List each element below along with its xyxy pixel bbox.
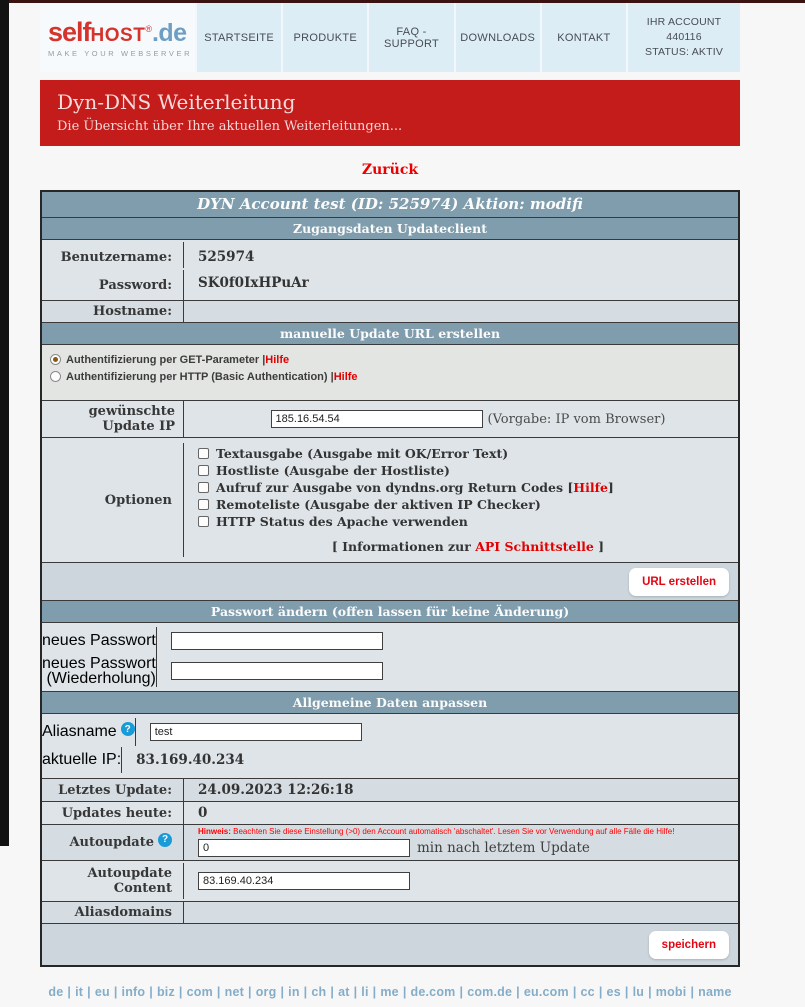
hostname-label: Hostname:: [42, 301, 184, 322]
radio-get-selected[interactable]: [50, 354, 61, 365]
tld-separator: |: [113, 985, 118, 999]
section-zugangsdaten-bar: Zugangsdaten Updateclient: [42, 218, 738, 240]
autoupdate-content-input[interactable]: [198, 872, 410, 890]
registered-mark-icon: ®: [145, 24, 152, 34]
row-url-button: [42, 563, 738, 601]
nav-item-faq-support[interactable]: FAQ - SUPPORT: [367, 3, 453, 72]
footer-tld-at[interactable]: at: [338, 985, 350, 999]
tld-separator: |: [402, 985, 407, 999]
tld-separator: |: [690, 985, 695, 999]
account-status[interactable]: [626, 3, 740, 72]
logo-tagline: MAKE YOUR WEBSERVER: [48, 49, 193, 58]
tld-separator: |: [624, 985, 629, 999]
window-top-edge: [0, 0, 805, 3]
option-remoteliste: [198, 496, 738, 513]
form-title-bar: DYN Account test (ID: 525974) Aktion: modifi: [42, 192, 738, 218]
section-update-url-bar: manuelle Update URL erstellen: [42, 323, 738, 345]
aliasname-help-icon[interactable]: ?: [121, 722, 135, 736]
row-update-ip: [42, 401, 738, 438]
logo-de: .de: [151, 19, 187, 47]
back-row: [40, 161, 740, 179]
checkbox-httpstatus[interactable]: [198, 516, 209, 527]
tld-separator: |: [216, 985, 221, 999]
tld-separator: |: [372, 985, 377, 999]
footer-tld-ch[interactable]: ch: [311, 985, 327, 999]
letztes-update-label: Letztes Update:: [42, 779, 184, 801]
footer-tld-eu[interactable]: eu: [94, 985, 110, 999]
tld-separator: |: [572, 985, 577, 999]
back-link[interactable]: Zurück: [361, 162, 419, 178]
row-passwort-aendern: [42, 623, 738, 692]
footer-tld-li[interactable]: li: [361, 985, 369, 999]
account-label: IHR ACCOUNT: [646, 16, 722, 28]
footer-tld-biz[interactable]: biz: [156, 985, 175, 999]
page-subtitle: Die Übersicht über Ihre aktuellen Weiterleitungen...: [57, 119, 403, 134]
tld-separator: |: [67, 985, 72, 999]
password-line: [42, 270, 738, 296]
updates-heute-label: Updates heute:: [42, 802, 184, 824]
option-returncodes: [198, 479, 738, 496]
footer-tld-org[interactable]: org: [255, 985, 277, 999]
account-number: 440116: [666, 31, 702, 43]
footer-tld-mobi[interactable]: mobi: [655, 985, 687, 999]
window-left-edge: [0, 0, 9, 846]
tld-separator: |: [598, 985, 603, 999]
checkbox-returncodes[interactable]: [198, 482, 209, 493]
aktuelle-ip-line: [42, 746, 738, 774]
footer-tld-in[interactable]: in: [288, 985, 300, 999]
tld-separator: |: [247, 985, 252, 999]
neues-passwort-line: [42, 627, 738, 655]
speichern-button[interactable]: speichern: [649, 931, 729, 959]
tld-separator: |: [459, 985, 464, 999]
option-returncodes-tail: ]: [607, 480, 614, 495]
update-ip-input[interactable]: [271, 410, 483, 428]
row-credentials: [42, 240, 738, 301]
nav-item-produkte[interactable]: PRODUKTE: [281, 3, 367, 72]
aliasname-input[interactable]: [150, 723, 362, 741]
section-allgemein-bar: Allgemeine Daten anpassen: [42, 692, 738, 714]
update-ip-hint: (Vorgabe: IP vom Browser): [487, 411, 666, 427]
option-returncodes-hilfe-link[interactable]: Hilfe: [573, 480, 608, 495]
page-banner: [40, 80, 740, 146]
row-letztes-update: [42, 779, 738, 802]
footer-tld-links: [40, 985, 740, 1007]
api-schnittstelle-link[interactable]: API Schnittstelle: [475, 539, 594, 554]
footer-tld-name[interactable]: name: [698, 985, 732, 999]
option-hostliste: [198, 462, 738, 479]
tld-separator: |: [87, 985, 91, 999]
updates-heute-value: 0: [198, 805, 208, 821]
passwort-wiederholung-input[interactable]: [171, 662, 383, 680]
auth-get-option: [50, 352, 730, 367]
checkbox-hostliste[interactable]: [198, 465, 209, 476]
logo[interactable]: [40, 3, 195, 72]
autoupdate-help-icon[interactable]: ?: [158, 833, 172, 847]
password-label: Password:: [42, 270, 184, 300]
benutzername-value: 525974: [198, 249, 255, 265]
footer-tld-me[interactable]: me: [380, 985, 399, 999]
footer-tld-info[interactable]: info: [121, 985, 146, 999]
tld-separator: |: [149, 985, 153, 999]
footer-tld-de[interactable]: de: [48, 985, 64, 999]
aliasname-label-wrap: [42, 718, 136, 746]
logo-wordmark: [48, 17, 195, 48]
row-updates-heute: [42, 802, 738, 825]
option-remoteliste-label: Remoteliste (Ausgabe der aktiven IP Checker): [216, 497, 541, 512]
auth-get-label: Authentifizierung per GET-Parameter |: [66, 353, 266, 366]
auth-http-option: [50, 369, 730, 384]
auth-http-label: Authentifizierung per HTTP (Basic Authentication) |: [66, 370, 334, 383]
footer-tld-de.com[interactable]: de.com: [410, 985, 456, 999]
aliasname-label: Aliasname: [42, 723, 117, 740]
row-hostname: [42, 301, 738, 323]
autoupdate-input-line: [198, 839, 738, 857]
footer-tld-net[interactable]: net: [224, 985, 244, 999]
row-speichern: [42, 924, 738, 965]
autoupdate-label-wrap: [42, 825, 184, 860]
section-passwort-bar: Passwort ändern (offen lassen für keine Änderung): [42, 601, 738, 623]
row-autoupdate-content: [42, 861, 738, 902]
row-autoupdate: [42, 825, 738, 861]
option-returncodes-label: Aufruf zur Ausgabe von dyndns.org Return Codes [: [216, 480, 574, 495]
option-textausgabe: [198, 445, 738, 462]
neues-passwort-label: neues Passwort: [42, 627, 157, 655]
page-title: Dyn-DNS Weiterleitung: [57, 90, 296, 114]
aliasdomains-label: Aliasdomains: [42, 902, 184, 923]
row-optionen: [42, 438, 738, 563]
option-hostliste-label: Hostliste (Ausgabe der Hostliste): [216, 463, 450, 478]
passwort-wiederholung-line: [42, 655, 738, 687]
checkbox-textausgabe[interactable]: [198, 448, 209, 459]
autoupdate-label: Autoupdate: [69, 835, 154, 850]
aktuelle-ip-value: 83.169.40.234: [136, 752, 245, 768]
tld-separator: |: [178, 985, 183, 999]
api-info-prefix: [ Informationen zur: [331, 539, 476, 554]
site-header: [40, 3, 740, 72]
tld-separator: |: [516, 985, 520, 999]
nav-item-kontakt[interactable]: KONTAKT: [540, 3, 626, 72]
footer-tld-eu.com[interactable]: eu.com: [523, 985, 569, 999]
nav-item-downloads[interactable]: DOWNLOADS: [454, 3, 540, 72]
option-textausgabe-label: Textausgabe (Ausgabe mit OK/Error Text): [216, 446, 509, 461]
tld-separator: |: [280, 985, 285, 999]
logo-self: self: [48, 17, 91, 47]
benutzername-label: Benutzername:: [42, 242, 184, 268]
auth-http-hilfe-link[interactable]: Hilfe: [333, 370, 358, 383]
logo-host: HOST: [90, 25, 146, 46]
auth-get-hilfe-link[interactable]: Hilfe: [265, 353, 290, 366]
autoupdate-content-label: Autoupdate Content: [42, 863, 184, 899]
autoupdate-suffix: min nach letztem Update: [417, 840, 590, 856]
dyn-account-form: [40, 190, 740, 967]
benutzername-line: [42, 244, 738, 270]
footer-tld-cc[interactable]: cc: [580, 985, 595, 999]
aliasname-line: [42, 718, 738, 746]
tld-separator: |: [330, 985, 335, 999]
page-content: [40, 0, 740, 1007]
api-info-suffix: ]: [593, 539, 605, 554]
password-value: SK0f0IxHPuAr: [198, 275, 309, 291]
aktuelle-ip-label: aktuelle IP:: [42, 747, 122, 773]
url-erstellen-button[interactable]: URL erstellen: [629, 568, 729, 596]
nav-item-startseite[interactable]: STARTSEITE: [195, 3, 281, 72]
option-httpstatus: [198, 513, 738, 530]
row-aliasdomains: [42, 902, 738, 924]
option-httpstatus-label: HTTP Status des Apache verwenden: [216, 514, 468, 529]
footer-tld-com[interactable]: com: [186, 985, 213, 999]
api-info-line: [198, 539, 738, 554]
radio-http-unselected[interactable]: [50, 371, 61, 382]
row-alias-group: [42, 714, 738, 779]
autoupdate-input[interactable]: [198, 839, 410, 857]
passwort-wiederholung-label: neues Passwort (Wiederholung): [42, 655, 156, 687]
row-auth-method: [42, 345, 738, 401]
update-ip-label: gewünschte Update IP: [42, 401, 184, 437]
tld-separator: |: [648, 985, 652, 999]
footer-tld-com.de[interactable]: com.de: [467, 985, 513, 999]
optionen-label: Optionen: [42, 443, 184, 557]
footer-tld-lu[interactable]: lu: [632, 985, 645, 999]
footer-tld-it[interactable]: it: [75, 985, 84, 999]
neues-passwort-input[interactable]: [171, 632, 383, 650]
tld-separator: |: [353, 985, 358, 999]
autoupdate-hint: Hinweis: Beachten Sie diese Einstellung (>0) den Account automatisch 'abschaltet'. Lesen Sie vor Verwendung auf alle Fälle die Hilfe!: [198, 827, 675, 836]
checkbox-remoteliste[interactable]: [198, 499, 209, 510]
account-state: STATUS: AKTIV: [644, 46, 724, 58]
tld-separator: |: [303, 985, 308, 999]
footer-tld-es[interactable]: es: [606, 985, 621, 999]
letztes-update-value: 24.09.2023 12:26:18: [198, 782, 354, 798]
